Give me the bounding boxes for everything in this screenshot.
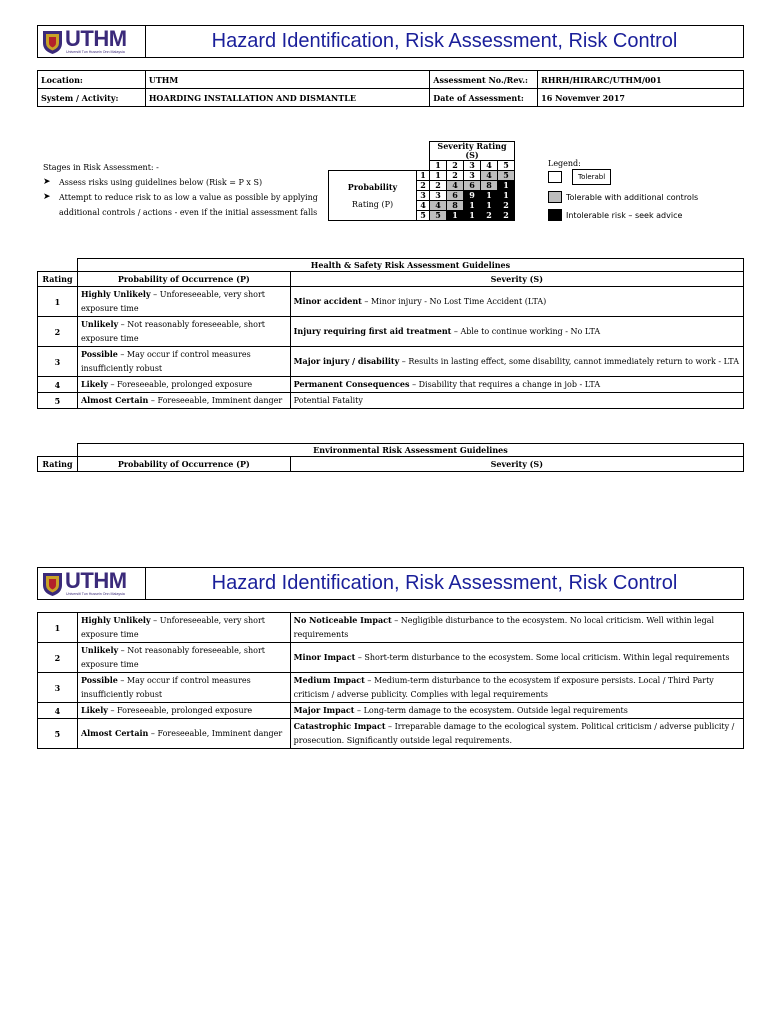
probability-row-1: 1 [417, 171, 430, 181]
environment-table-title: Environmental Risk Assessment Guidelines [77, 444, 743, 457]
table-row [38, 719, 744, 749]
risk-cell: 6 [447, 191, 464, 201]
probability-row-5: 5 [417, 211, 430, 221]
severity-description: Injury requiring first aid treatment – Able to continue working - No LTA [290, 317, 743, 347]
risk-cell: 6 [464, 181, 481, 191]
white-swatch [548, 171, 562, 183]
location-label: Location: [38, 71, 146, 89]
table-row [38, 287, 744, 317]
crest-icon [41, 571, 64, 597]
table-row [38, 377, 744, 393]
probability-row-4: 4 [417, 201, 430, 211]
risk-cell: 4 [447, 181, 464, 191]
probability-description: Almost Certain – Foreseeable, Imminent danger [77, 719, 290, 749]
risk-cell: 1 [464, 201, 481, 211]
rating-number: 4 [38, 703, 78, 719]
logo [38, 26, 146, 57]
table-row [38, 393, 744, 409]
risk-cell: 5 [498, 171, 515, 181]
black-swatch [548, 209, 562, 221]
rating-number: 1 [38, 287, 78, 317]
rating-number: 5 [38, 393, 78, 409]
page-title: Hazard Identification, Risk Assessment, Risk Control [211, 30, 678, 52]
logo-text: UTHM [65, 26, 127, 51]
risk-matrix [328, 141, 515, 221]
risk-cell: 8 [481, 181, 498, 191]
date-label: Date of Assessment: [430, 89, 538, 107]
logo-subtext: Universiti Tun Hussein Onn Malaysia [66, 592, 125, 596]
rating-number: 5 [38, 719, 78, 749]
risk-cell: 1 [430, 171, 447, 181]
risk-cell: 2 [498, 211, 515, 221]
health-table-title: Health & Safety Risk Assessment Guidelines [77, 259, 743, 272]
probability-header: Probability of Occurrence (P) [77, 272, 290, 287]
probability-description: Highly Unlikely – Unforeseeable, very short exposure time [77, 613, 290, 643]
page-title: Hazard Identification, Risk Assessment, Risk Control [211, 572, 678, 594]
severity-header: Severity (S) [290, 272, 743, 287]
system-label: System / Activity: [38, 89, 146, 107]
rating-number: 2 [38, 317, 78, 347]
stage-item: ➤ Attempt to reduce risk to as low a value as possible by applying additional controls / actions - even if the initial assessment falls [43, 190, 318, 220]
table-row [38, 347, 744, 377]
severity-col-2: 2 [447, 161, 464, 171]
severity-description: Permanent Consequences – Disability that requires a change in job - LTA [290, 377, 743, 393]
table-row [38, 673, 744, 703]
rating-number: 2 [38, 643, 78, 673]
probability-description: Possible – May occur if control measures insufficiently robust [77, 347, 290, 377]
risk-cell: 2 [447, 171, 464, 181]
probability-description: Likely – Foreseeable, prolonged exposure [77, 377, 290, 393]
arrow-bullet-icon: ➤ [43, 177, 51, 187]
risk-cell: 2 [498, 201, 515, 211]
probability-rating-label: Probability Rating (P) [329, 171, 417, 221]
legend [548, 159, 698, 227]
severity-description: Medium Impact – Medium-term disturbance to the ecosystem if exposure persists. Local / Third Party criticism / adverse publicity. Complies with legal requirements [290, 673, 743, 703]
severity-description: Major injury / disability – Results in lasting effect, some disability, cannot immediately return to work - LTA [290, 347, 743, 377]
rating-header: Rating [38, 457, 78, 472]
stage-item: ➤ Assess risks using guidelines below (Risk = P x S) [43, 175, 318, 190]
probability-header: Probability of Occurrence (P) [77, 457, 290, 472]
risk-cell: 8 [447, 201, 464, 211]
environmental-guidelines-rows [37, 612, 744, 749]
risk-cell: 2 [481, 211, 498, 221]
arrow-bullet-icon: ➤ [43, 192, 51, 202]
table-row [38, 613, 744, 643]
risk-cell: 4 [481, 171, 498, 181]
rating-number: 4 [38, 377, 78, 393]
rating-header: Rating [38, 272, 78, 287]
severity-col-3: 3 [464, 161, 481, 171]
risk-cell: 1 [464, 211, 481, 221]
grey-swatch [548, 191, 562, 203]
severity-header: Severity (S) [290, 457, 743, 472]
legend-intolerable: Intolerable risk – seek advice [548, 209, 698, 221]
risk-cell: 2 [430, 181, 447, 191]
probability-description: Possible – May occur if control measures insufficiently robust [77, 673, 290, 703]
health-safety-guidelines-table [37, 258, 744, 409]
rating-number: 3 [38, 347, 78, 377]
severity-description: Catastrophic Impact – Irreparable damage to the ecological system. Political criticism / adverse publicity / prosecution. Significantly outside legal requirements. [290, 719, 743, 749]
table-row [38, 317, 744, 347]
severity-description: Potential Fatality [290, 393, 743, 409]
logo-text: UTHM [65, 568, 127, 593]
stages-heading: Stages in Risk Assessment: - [43, 163, 159, 172]
assessment-no-value: RHRH/HIRARC/UTHM/001 [538, 71, 744, 89]
logo [38, 568, 146, 599]
risk-cell: 9 [464, 191, 481, 201]
assessment-no-label: Assessment No./Rev.: [430, 71, 538, 89]
risk-cell: 1 [481, 201, 498, 211]
severity-description: No Noticeable Impact – Negligible disturbance to the ecosystem. No local criticism. Well within legal requirements [290, 613, 743, 643]
environmental-guidelines-table [37, 443, 744, 472]
severity-col-5: 5 [498, 161, 515, 171]
probability-row-3: 3 [417, 191, 430, 201]
page-header-1 [37, 25, 744, 58]
probability-row-2: 2 [417, 181, 430, 191]
risk-cell: 3 [464, 171, 481, 181]
risk-cell: 1 [481, 191, 498, 201]
crest-icon [41, 29, 64, 55]
risk-cell: 4 [430, 201, 447, 211]
risk-cell: 1 [498, 191, 515, 201]
table-row [38, 703, 744, 719]
system-value: HOARDING INSTALLATION AND DISMANTLE [145, 89, 429, 107]
severity-rating-label: Severity Rating (S) [430, 142, 515, 161]
legend-additional: Tolerable with additional controls [548, 191, 698, 203]
probability-description: Almost Certain – Foreseeable, Imminent danger [77, 393, 290, 409]
location-value: UTHM [145, 71, 429, 89]
risk-cell: 1 [447, 211, 464, 221]
rating-number: 3 [38, 673, 78, 703]
severity-col-4: 4 [481, 161, 498, 171]
severity-description: Minor accident – Minor injury - No Lost Time Accident (LTA) [290, 287, 743, 317]
severity-description: Minor Impact – Short-term disturbance to the ecosystem. Some local criticism. Within legal requirements [290, 643, 743, 673]
assessment-info-table [37, 70, 744, 107]
risk-assessment-stages [43, 160, 318, 220]
probability-description: Unlikely – Not reasonably foreseeable, short exposure time [77, 317, 290, 347]
risk-cell: 3 [430, 191, 447, 201]
logo-subtext: Universiti Tun Hussein Onn Malaysia [66, 50, 125, 54]
risk-cell: 1 [498, 181, 515, 191]
severity-col-1: 1 [430, 161, 447, 171]
probability-description: Highly Unlikely – Unforeseeable, very short exposure time [77, 287, 290, 317]
probability-description: Unlikely – Not reasonably foreseeable, short exposure time [77, 643, 290, 673]
rating-number: 1 [38, 613, 78, 643]
page-header-2 [37, 567, 744, 600]
table-row [38, 643, 744, 673]
severity-description: Major Impact – Long-term damage to the ecosystem. Outside legal requirements [290, 703, 743, 719]
legend-title: Legend: [548, 159, 581, 168]
legend-tolerable: Tolerabl [548, 169, 698, 185]
date-value: 16 Novemver 2017 [538, 89, 744, 107]
risk-cell: 5 [430, 211, 447, 221]
probability-description: Likely – Foreseeable, prolonged exposure [77, 703, 290, 719]
